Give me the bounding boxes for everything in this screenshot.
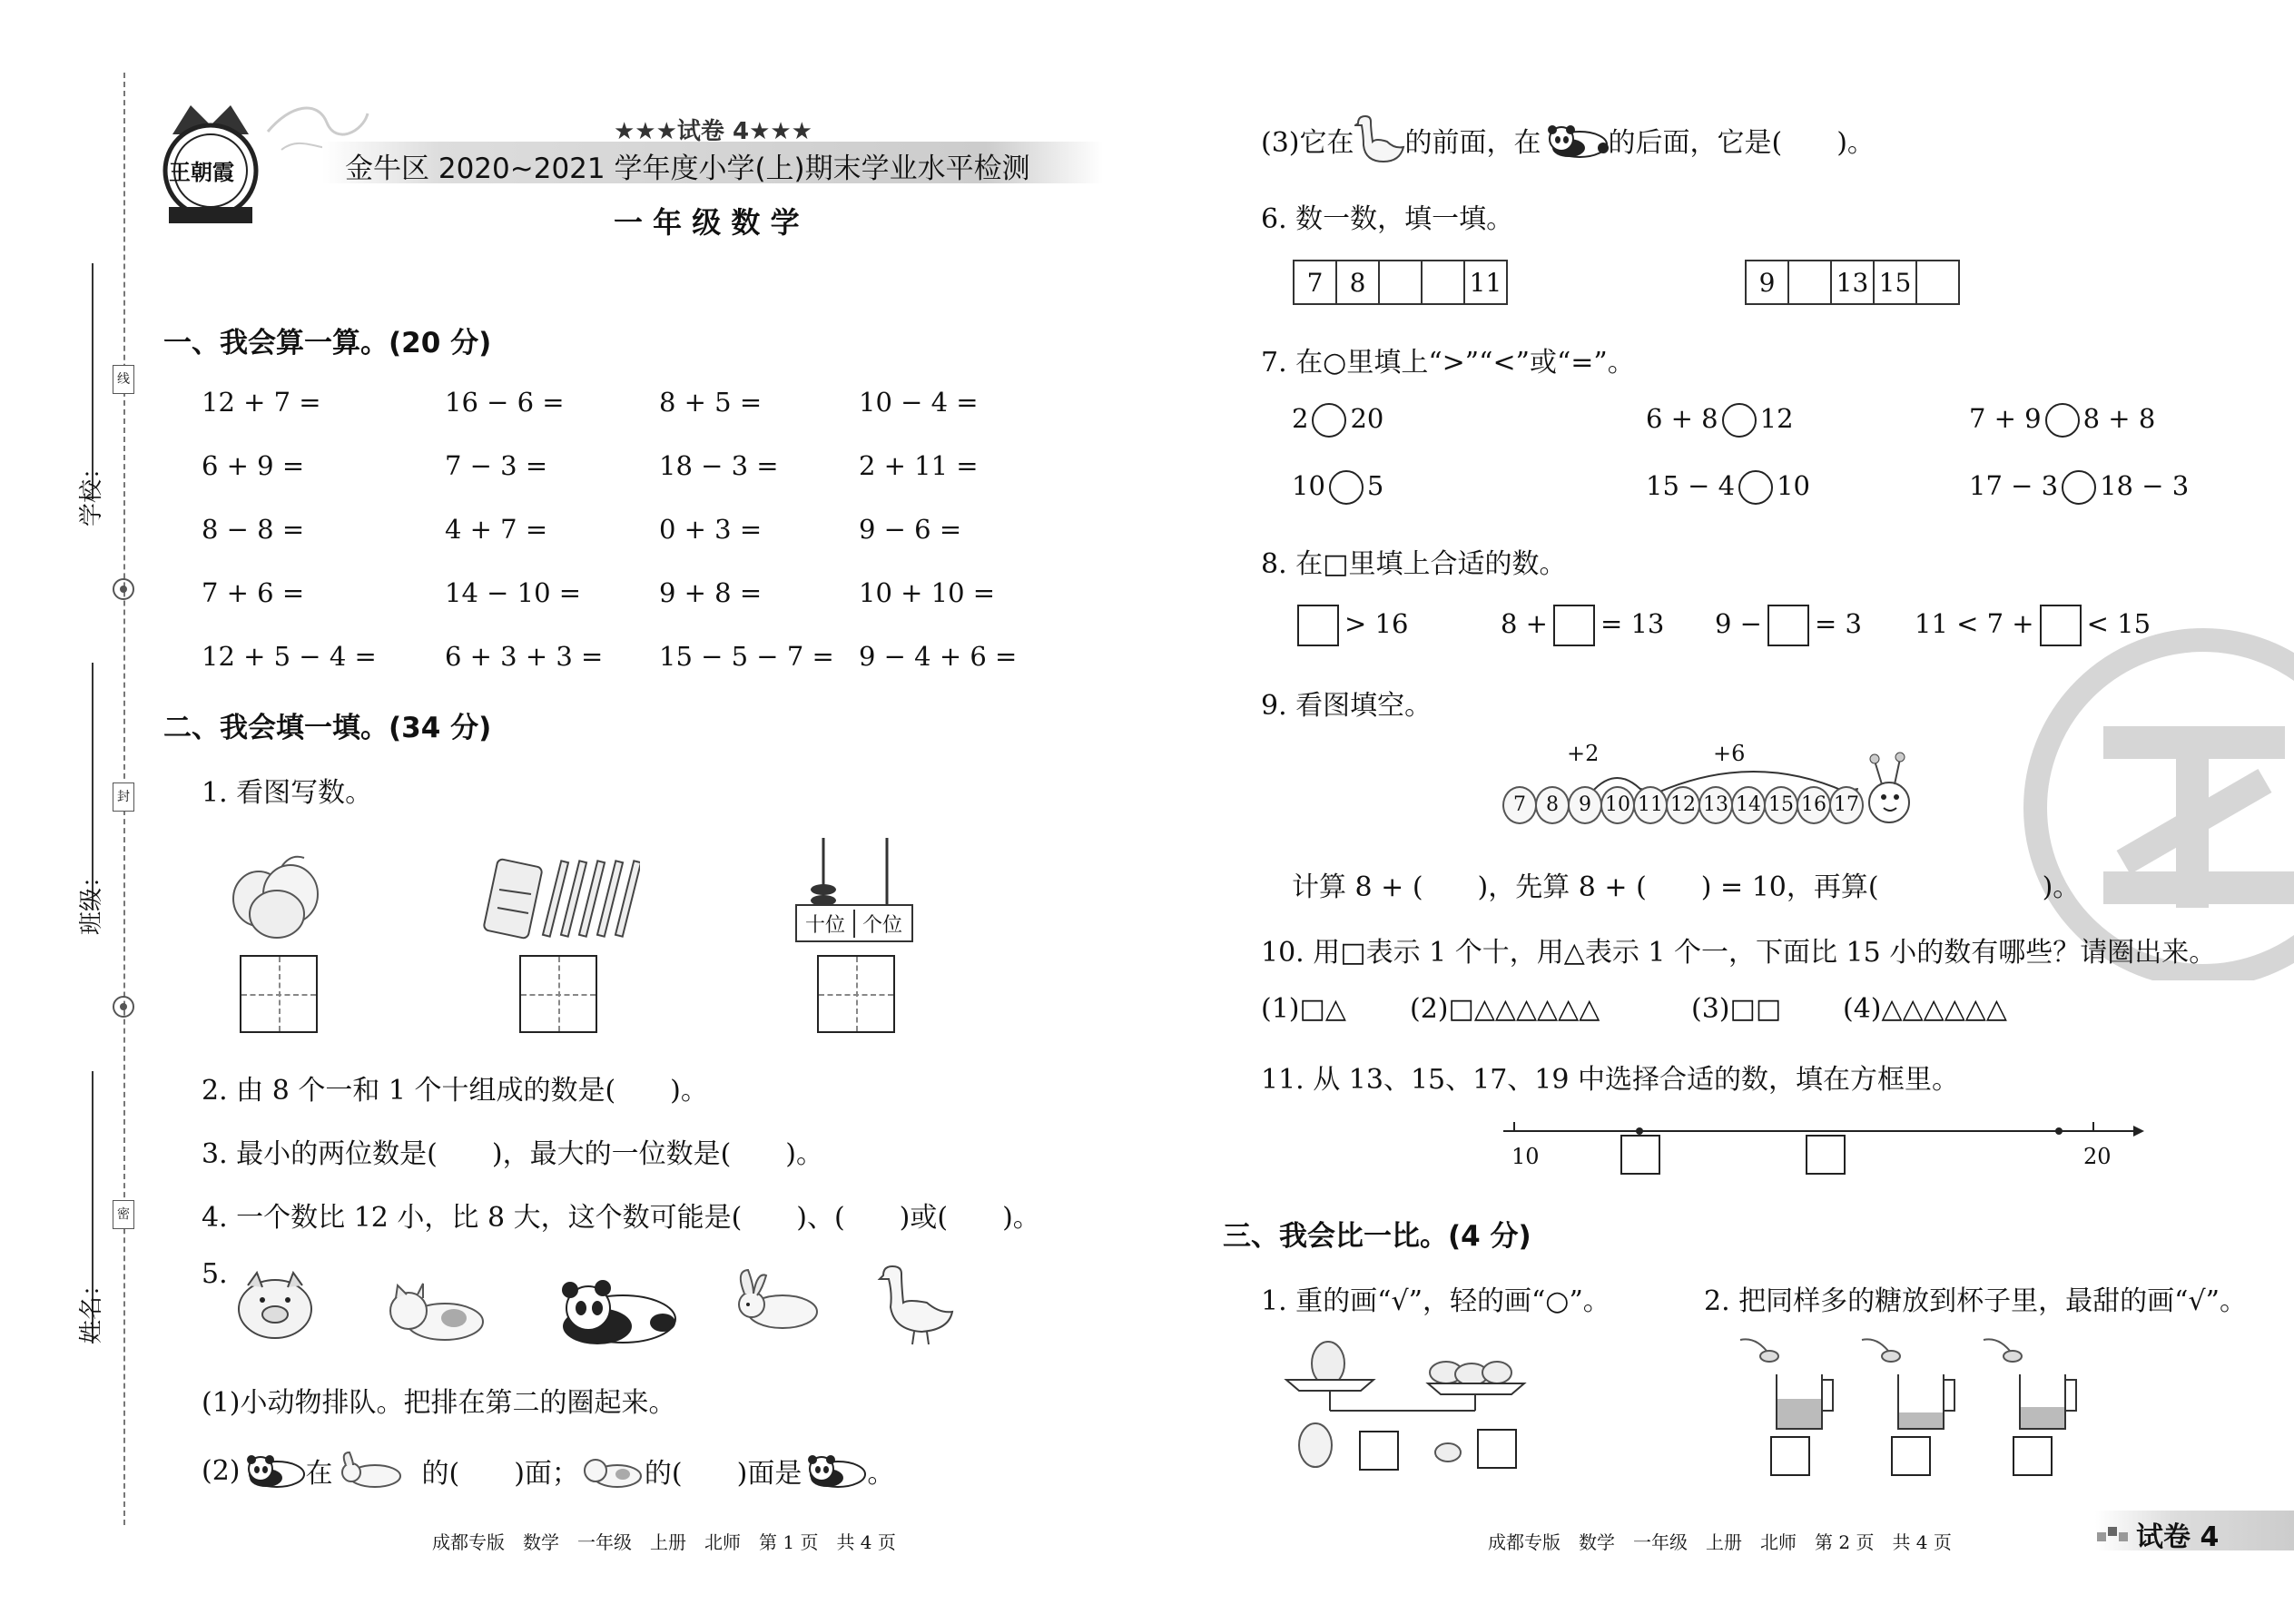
seq-cell: 9 [1746,261,1788,304]
compare-item [1292,470,1383,505]
compare-right: 12 [1759,403,1794,434]
seq-cell: 8 [1336,261,1379,304]
fill-box-item [1915,605,2151,646]
panda-small-icon [241,1452,306,1489]
rabbit-icon [726,1266,826,1339]
mark-mi: 密 [113,1200,134,1229]
compare-item [1292,403,1383,438]
fill-post: > 16 [1344,608,1409,639]
caterpillar-bead: 12 [1666,786,1700,824]
compare-circle[interactable] [1722,403,1757,438]
caterpillar-bead: 14 [1731,786,1766,824]
question-8: 8. 在□里填上合适的数。 [1261,548,1567,580]
question-11: 11. 从 13、15、17、19 中选择合适的数，填在方框里。 [1261,1064,1960,1096]
caterpillar-bead: 15 [1764,786,1798,824]
calc-item: 14 − 10 = [445,577,582,608]
question-5-2 [202,1451,894,1491]
calc-item: 2 + 11 = [859,450,979,481]
number-sequence-table-1 [1293,260,1508,305]
plus2-label: +2 [1567,741,1600,766]
place-value-header [795,904,913,942]
plus6-label: +6 [1713,741,1746,766]
secret-watermark-icon [2022,626,2294,980]
peach-answer-box[interactable] [1477,1429,1517,1469]
compare-right: 18 − 3 [2100,470,2190,501]
caterpillar-bead: 17 [1829,786,1864,824]
question-9-text: 计算 8 + ( )，先算 8 + ( ) = 10，再算( )。 [1292,871,2081,903]
footer-right: 成都专版 数学 一年级 上册 北师 第 2 页 共 4 页 [1488,1531,1952,1553]
name-label: 姓名： [78,1272,105,1343]
number-line-end: 20 [2083,1144,2112,1169]
question-10: 10. 用□表示 1 个十，用△表示 1 个一，下面比 15 小的数有哪些？请圈出来。 [1261,937,2217,969]
tens-label: 十位 [797,910,855,938]
subtitle: 一 年 级 数 学 [614,205,800,240]
question-5-3 [1261,111,1875,169]
page-right [1147,0,2294,1624]
question-9: 9. 看图填空。 [1261,690,1433,722]
pear-answer-box[interactable] [1359,1431,1399,1471]
number-line-box-1[interactable] [1620,1135,1660,1175]
pig-icon [231,1264,318,1345]
mark-feng: 封 [113,782,134,812]
panda-icon [552,1275,679,1348]
compare-left: 2 [1292,403,1309,434]
compare-circle[interactable] [2045,403,2080,438]
ones-label: 个位 [861,914,902,937]
answer-grid-box[interactable] [240,955,318,1033]
compare-item [1646,470,1810,505]
compare-right: 10 [1777,470,1810,501]
fill-box[interactable] [1553,605,1595,646]
section3-question-1: 1. 重的画“√”，轻的画“○”。 [1261,1285,1610,1317]
fill-box[interactable] [2040,605,2082,646]
q5-3-end: 的后面，它是( )。 [1608,127,1875,159]
question-4: 4. 一个数比 12 小，比 8 大，这个数可能是( )、( )或( )。 [202,1202,1040,1234]
caterpillar-head-icon [1860,750,1924,826]
sticks-bundle-icon [481,853,640,944]
fill-box[interactable] [1767,605,1809,646]
section3-title: 三、我会比一比。(4 分) [1223,1220,1531,1253]
binding-hole-icon [111,994,136,1019]
compare-circle[interactable] [2062,470,2096,505]
calc-item: 12 + 7 = [202,387,321,418]
panda-small-icon [1541,121,1609,159]
fill-pre: 11 < 7 + [1915,608,2034,639]
cup-answer-box-2[interactable] [1891,1436,1931,1476]
answer-grid-box[interactable] [817,955,895,1033]
rabbit-small-icon [333,1451,406,1491]
compare-left: 6 + 8 [1646,403,1718,434]
caterpillar-bead: 11 [1633,786,1668,824]
calc-item: 18 − 3 = [659,450,779,481]
question-2: 2. 由 8 个一和 1 个十组成的数是( )。 [202,1075,708,1107]
cat-icon [381,1278,490,1346]
brand-badge-text: 王朝霞 [169,159,234,185]
question-6: 6. 数一数，填一填。 [1261,203,1514,235]
question-7: 7. 在○里填上“>”“<”或“=”。 [1261,347,1635,379]
q5-2-zai: 在 [305,1458,333,1490]
option-3[interactable]: (3)□□ [1691,993,1782,1025]
compare-right: 8 + 8 [2082,403,2156,434]
caterpillar-bead: 9 [1568,786,1602,824]
fill-post: = 3 [1814,608,1862,639]
caterpillar-bead: 13 [1698,786,1733,824]
compare-item [1969,403,2155,438]
compare-circle[interactable] [1329,470,1364,505]
peaches-icon [227,849,327,940]
compare-item [1969,470,2189,505]
compare-left: 17 − 3 [1969,470,2059,501]
calc-item: 9 − 4 + 6 = [859,641,1018,672]
question-3: 3. 最小的两位数是( )，最大的一位数是( )。 [202,1138,823,1170]
stars-title: ★★★试卷 4★★★ [614,118,812,145]
sugar-cup-icon [1982,1334,2082,1434]
option-2[interactable]: (2)□△△△△△△ [1410,993,1600,1025]
number-sequence-table-2 [1745,260,1960,305]
q5-2-end: 。 [867,1458,895,1490]
calc-item: 16 − 6 = [445,387,565,418]
calc-item: 9 − 6 = [859,514,962,545]
q5-2-blank2: 的( )面是 [644,1458,802,1490]
caterpillar-bead: 16 [1797,786,1831,824]
calc-item: 6 + 9 = [202,450,305,481]
calc-item: 10 + 10 = [859,577,996,608]
binding-hole-icon [111,576,136,602]
section3-question-2: 2. 把同样多的糖放到杯子里，最甜的画“√”。 [1704,1285,2247,1317]
seq-cell-blank[interactable] [1379,261,1422,304]
question-5-1: (1)小动物排队。把排在第二的圈起来。 [202,1387,676,1419]
sugar-cup-icon [1860,1334,1960,1434]
main-title: 金牛区 2020~2021 学年度小学(上)期末学业水平检测 [345,153,1030,185]
calc-item: 12 + 5 − 4 = [202,641,377,672]
seq-cell: 7 [1294,261,1336,304]
compare-circle[interactable] [1738,470,1773,505]
answer-grid-box[interactable] [519,955,597,1033]
footer-left: 成都专版 数学 一年级 上册 北师 第 1 页 共 4 页 [432,1531,896,1553]
fill-pre: 9 − [1715,608,1762,639]
q5-3-mid: 的前面，在 [1404,127,1541,159]
compare-left: 15 − 4 [1646,470,1736,501]
class-label: 班级： [78,863,105,935]
fill-post: < 15 [2086,608,2151,639]
abacus-icon [794,833,921,906]
fill-box-item [1715,605,1862,646]
compare-left: 7 + 9 [1969,403,2042,434]
fill-pre: 8 + [1501,608,1548,639]
calc-item: 8 − 8 = [202,514,305,545]
cup-answer-box-1[interactable] [1770,1436,1810,1476]
cat-small-icon [579,1452,645,1489]
fill-post: = 13 [1600,608,1665,639]
question-1: 1. 看图写数。 [202,777,373,809]
seq-cell: 11 [1464,261,1507,304]
calc-item: 9 + 8 = [659,577,763,608]
fill-box[interactable] [1297,605,1339,646]
compare-item [1646,403,1794,438]
section2-title: 二、我会填一填。(34 分) [163,712,492,744]
compare-right: 5 [1366,470,1384,501]
caterpillar-bead: 7 [1502,786,1537,824]
calc-item: 6 + 3 + 3 = [445,641,604,672]
section1-title: 一、我会算一算。(20 分) [163,327,492,359]
seq-cell-blank[interactable] [1422,261,1464,304]
compare-left: 10 [1292,470,1325,501]
q5-2-blank1: 的( )面； [421,1458,579,1490]
compare-right: 20 [1350,403,1384,434]
fill-box-item [1501,605,1664,646]
q5-2-prefix: (2) [202,1454,241,1487]
sugar-cup-icon [1738,1334,1838,1434]
school-label: 学校： [78,455,105,527]
seq-cell-blank[interactable] [1916,261,1959,304]
q5-3-prefix: (3)它在 [1261,127,1354,159]
option-1[interactable]: (1)□△ [1261,993,1346,1025]
compare-circle[interactable] [1312,403,1346,438]
seq-cell: 15 [1874,261,1916,304]
number-line-box-2[interactable] [1806,1135,1846,1175]
option-4[interactable]: (4)△△△△△△ [1843,993,2007,1025]
calc-item: 0 + 3 = [659,514,763,545]
question-5: 5. [202,1258,228,1290]
calc-item: 10 − 4 = [859,387,979,418]
caterpillar-bead: 10 [1600,786,1635,824]
goose-icon [876,1257,958,1348]
calc-item: 15 − 5 − 7 = [659,641,834,672]
calc-item: 7 − 3 = [445,450,548,481]
seq-cell-blank[interactable] [1788,261,1831,304]
cup-answer-box-3[interactable] [2013,1436,2053,1476]
caterpillar-bead: 8 [1535,786,1570,824]
mark-xian: 线 [113,365,134,394]
seq-cell: 13 [1831,261,1874,304]
footer-squares-icon [2095,1521,2132,1543]
calc-item: 8 + 5 = [659,387,763,418]
fill-box-item [1292,605,1408,646]
calc-item: 4 + 7 = [445,514,548,545]
number-line-start: 10 [1511,1144,1540,1169]
footer-tag: 试卷 4 [2136,1521,2220,1553]
goose-small-icon [1354,111,1405,169]
panda-small-icon [802,1452,867,1489]
calc-item: 7 + 6 = [202,577,305,608]
